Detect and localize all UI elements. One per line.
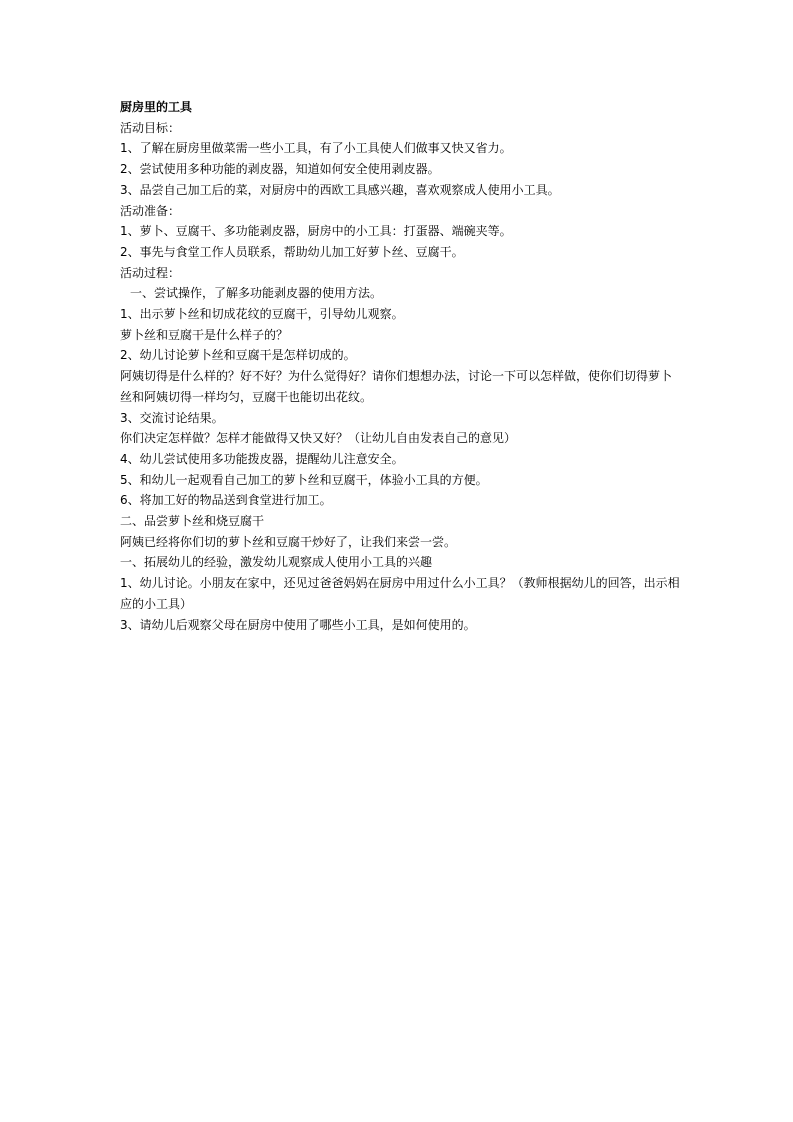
process-paragraph: 阿姨切得是什么样的？好不好？为什么觉得好？请你们想想办法，讨论一下可以怎样做，使你们切得萝卜丝和阿姨切得一样均匀，豆腐干也能切出花纹。 [120,369,673,404]
document-body [120,97,680,635]
extension-item: 3、请幼儿后观察父母在厨房中使用了哪些小工具，是如何使用的。 [120,617,476,632]
process-step-1-heading: 一、尝试操作，了解多功能剥皮器的使用方法。 [130,286,383,301]
process-question: 你们决定怎样做？怎样才能做得又快又好？（让幼儿自由发表自己的意见） [120,431,517,446]
process-item: 6、将加工好的物品送到食堂进行加工。 [120,493,332,508]
goal-item-2: 2、尝试使用多种功能的剥皮器，知道如何安全使用剥皮器。 [120,162,440,177]
section-heading-preparation: 活动准备： [120,203,181,218]
section-heading-process: 活动过程： [120,265,181,280]
section-heading-goals: 活动目标： [120,120,181,135]
process-item: 4、幼儿尝试使用多功能拨皮器，提醒幼儿注意安全。 [120,451,404,466]
process-item: 3、交流讨论结果。 [120,410,224,425]
preparation-item-2: 2、事先与食堂工作人员联系，帮助幼儿加工好萝卜丝、豆腐干。 [120,244,464,259]
document-title: 厨房里的工具 [120,100,193,114]
extension-heading: 一、拓展幼儿的经验，激发幼儿观察成人使用小工具的兴趣 [120,555,433,570]
goal-item-3: 3、品尝自己加工后的菜，对厨房中的西欧工具感兴趣，喜欢观察成人使用小工具。 [120,182,560,197]
process-step-2-heading: 二、品尝萝卜丝和烧豆腐干 [120,514,265,529]
process-paragraph: 阿姨已经将你们切的萝卜丝和豆腐干炒好了，让我们来尝一尝。 [120,534,457,549]
goal-item-1: 1、了解在厨房里做菜需一些小工具，有了小工具使人们做事又快又省力。 [120,141,512,156]
preparation-item-1: 1、萝卜、豆腐干、多功能剥皮器，厨房中的小工具：打蛋器、端碗夹等。 [120,224,512,239]
process-item: 5、和幼儿一起观看自己加工的萝卜丝和豆腐干，体验小工具的方便。 [120,472,488,487]
extension-item: 1、幼儿讨论。小朋友在家中，还见过爸爸妈妈在厨房中用过什么小工具？（教师根据幼儿的回答，出示相应的小工具） [120,576,680,611]
process-item: 1、出示萝卜丝和切成花纹的豆腐干，引导幼儿观察。 [120,307,404,322]
process-item: 2、幼儿讨论萝卜丝和豆腐干是怎样切成的。 [120,348,356,363]
process-question: 萝卜丝和豆腐干是什么样子的？ [120,327,289,342]
